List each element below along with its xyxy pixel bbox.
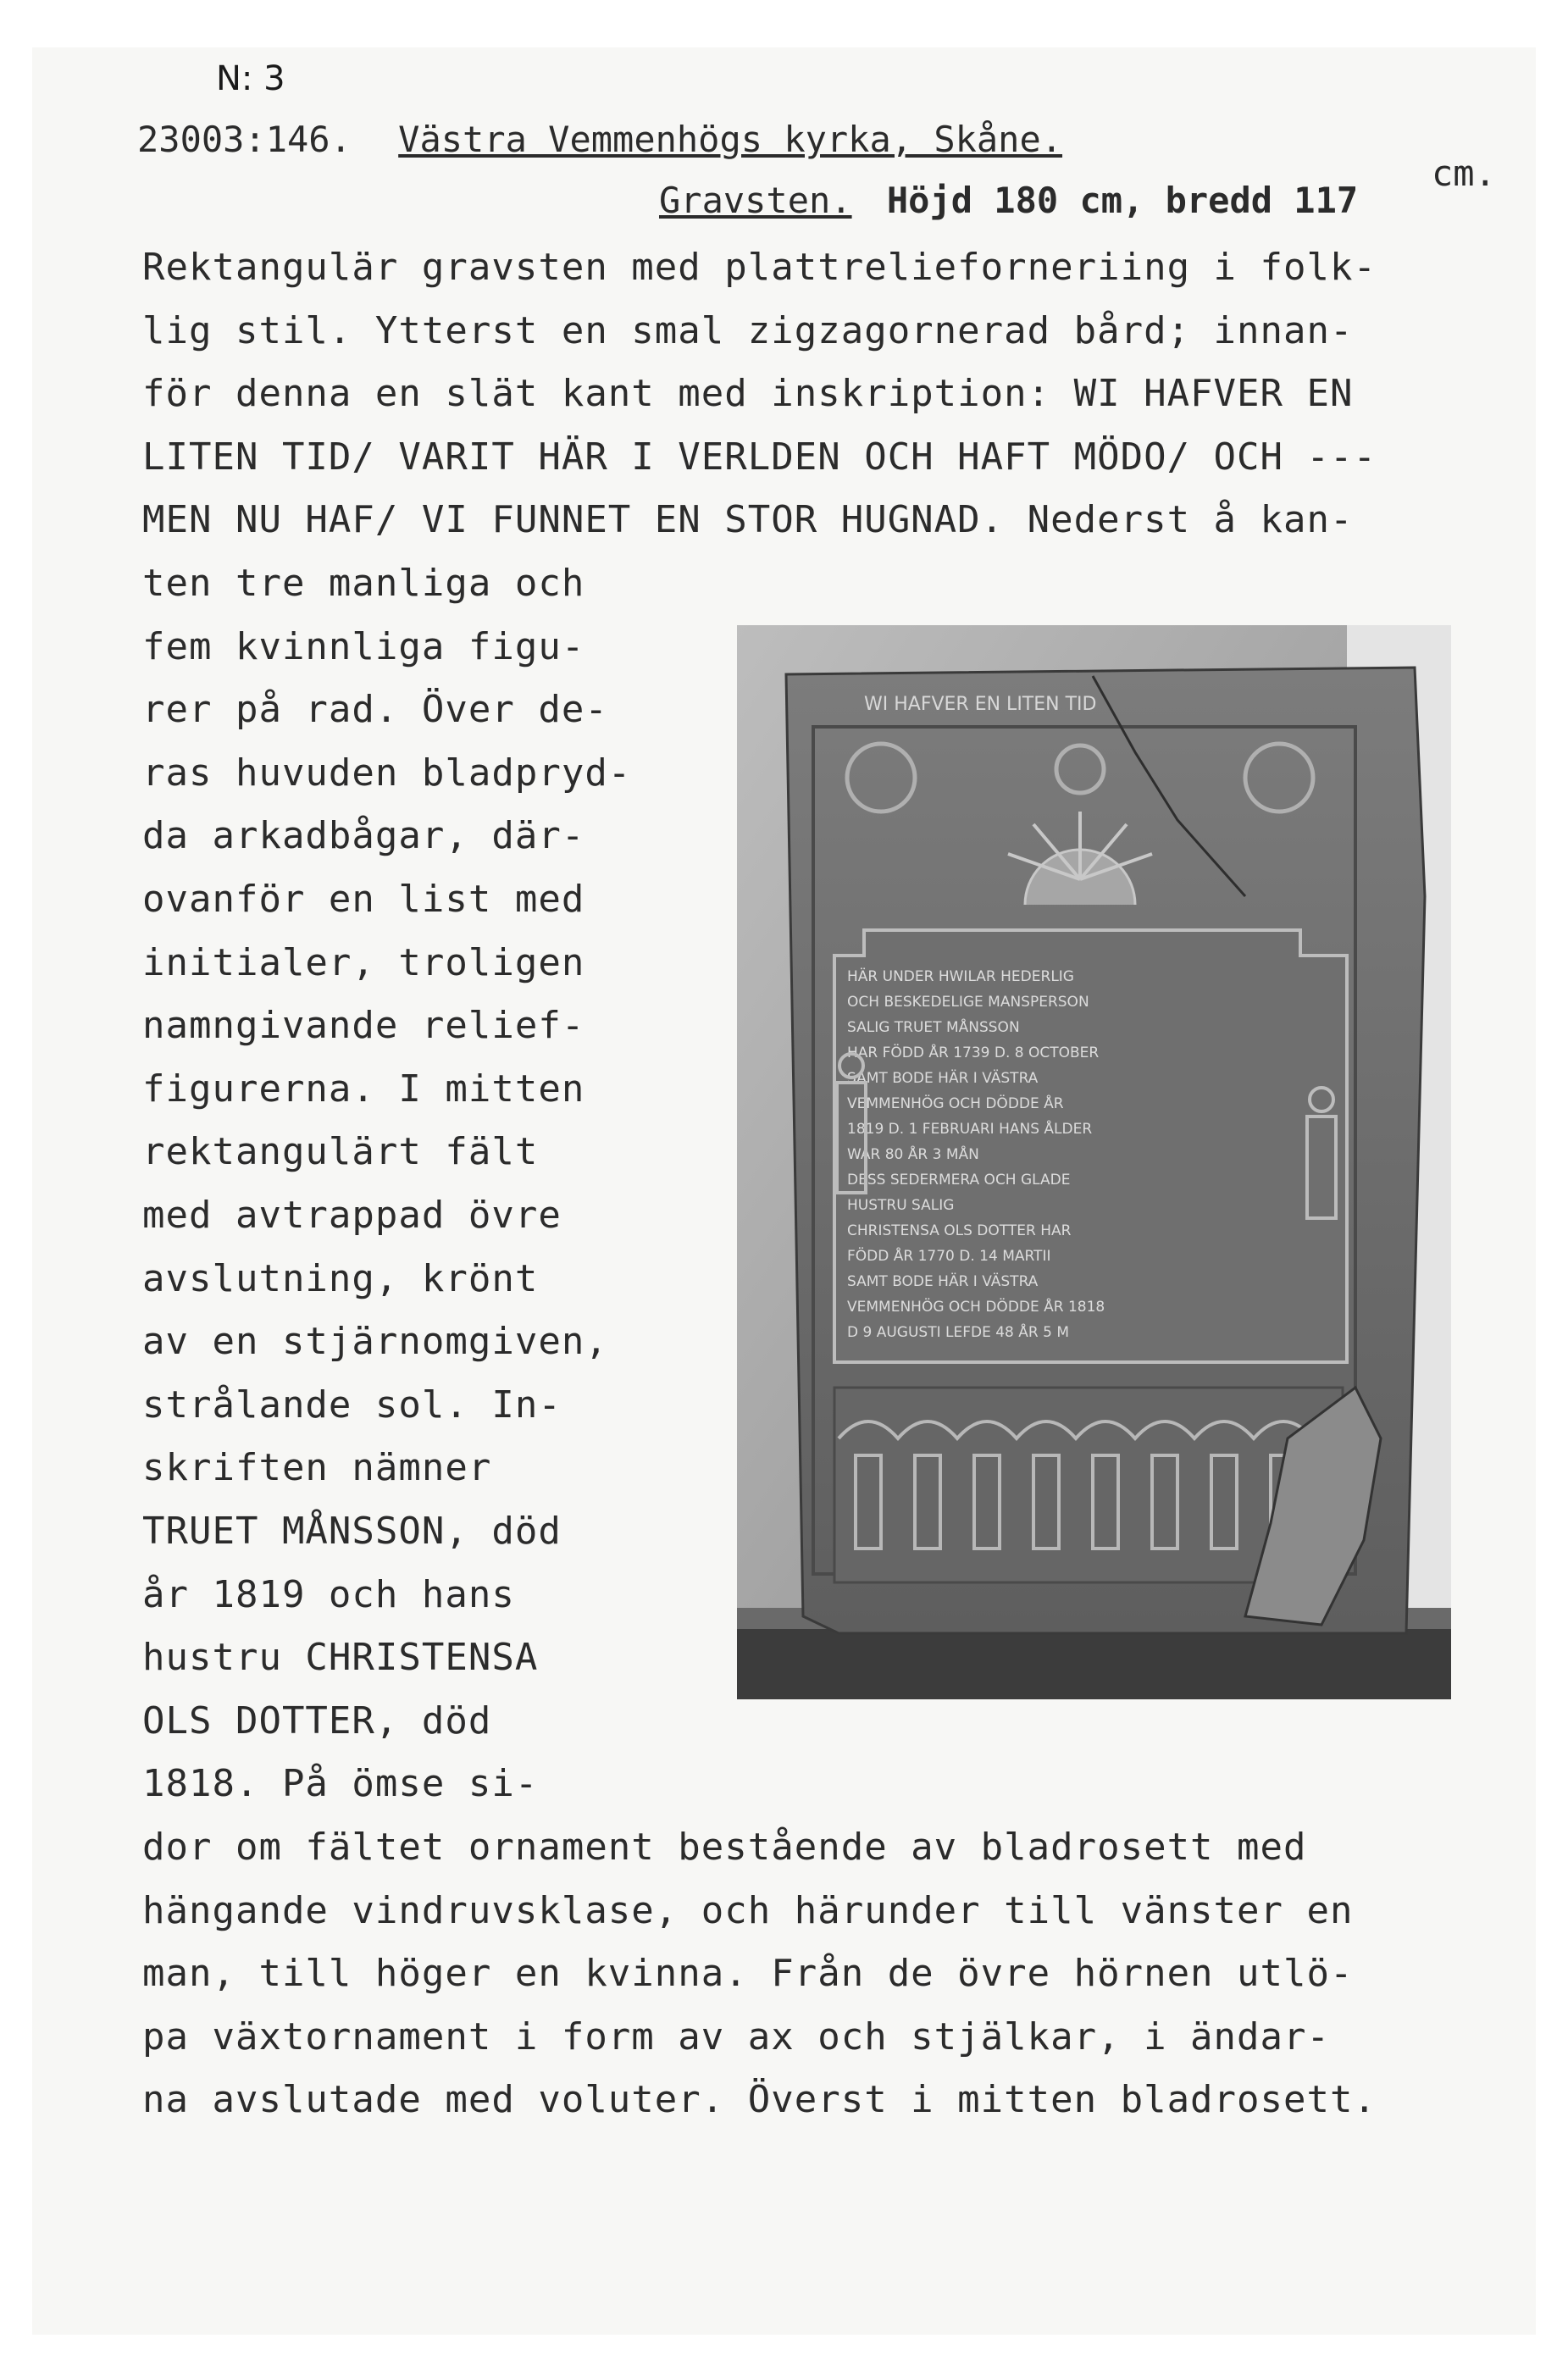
- description-line: na avslutade med voluter. Överst i mitten bladrosett.: [142, 2078, 1377, 2122]
- inscription-line: FÖDD ÅR 1770 D. 14 MARTII: [847, 1248, 1051, 1265]
- description-line: fem kvinnliga figu-: [142, 624, 585, 668]
- description-line: OLS DOTTER, död: [142, 1698, 492, 1743]
- dimensions: Höjd 180 cm, bredd 117: [886, 180, 1359, 221]
- ref-number: 23003:146.: [137, 119, 352, 160]
- description-line: man, till höger en kvinna. Från de övre hörnen utlö-: [142, 1952, 1354, 1996]
- description-line: dor om fältet ornament bestående av bladrosett med: [142, 1826, 1307, 1869]
- description-line: hustru CHRISTENSA: [142, 1636, 539, 1680]
- inscription-line: DESS SEDERMERA OCH GLADE: [847, 1172, 1071, 1189]
- description-line: ras huvuden bladpryd-: [142, 751, 632, 795]
- inscription-line: SAMT BODE HÄR I VÄSTRA: [847, 1273, 1039, 1290]
- border-inscription: WI HAFVER EN LITEN TID: [864, 694, 1097, 715]
- description-line: med avtrappad övre: [142, 1194, 562, 1237]
- inscription-line: VEMMENHÖG OCH DÖDDE ÅR: [847, 1095, 1064, 1112]
- gravestone-photo: [737, 625, 1451, 1699]
- inscription-line: HUSTRU SALIG: [847, 1197, 955, 1214]
- description-line: lig stil. Ytterst en smal zigzagornerad bård; innan-: [142, 308, 1354, 352]
- inscription-line: WAR 80 ÅR 3 MÅN: [847, 1146, 979, 1163]
- object-line: [659, 180, 1358, 221]
- description-line: för denna en slät kant med inskription: WI HAFVER EN: [142, 372, 1354, 416]
- description-line: initialer, troligen: [142, 940, 585, 984]
- inscription-line: CHRISTENSA OLS DOTTER HAR: [847, 1222, 1072, 1239]
- description-line: avslutning, krönt: [142, 1256, 539, 1300]
- description-line: ten tre manliga och: [142, 562, 585, 605]
- description-line: hängande vindruvsklase, och härunder till vänster en: [142, 1888, 1354, 1932]
- description-line: MEN NU HAF/ VI FUNNET EN STOR HUGNAD. Nederst å kan-: [142, 498, 1354, 542]
- unit-label: cm.: [1432, 152, 1496, 194]
- description-line: namngivande relief-: [142, 1004, 585, 1048]
- description-line: pa växtornament i form av ax och stjälkar, i ändar-: [142, 2014, 1331, 2059]
- inscription-line: VEMMENHÖG OCH DÖDDE ÅR 1818: [847, 1299, 1105, 1316]
- description-line: TRUET MÅNSSON, död: [142, 1510, 562, 1553]
- description-line: Rektangulär gravsten med plattrelieforneriing i folk-: [142, 246, 1377, 289]
- description-line: 1818. På ömse si-: [142, 1762, 539, 1806]
- inscription-line: HÄR UNDER HWILAR HEDERLIG: [847, 968, 1074, 985]
- gravestone-image: [737, 625, 1451, 1699]
- description-line: figurerna. I mitten: [142, 1067, 585, 1111]
- description-line: da arkadbågar, där-: [142, 814, 585, 858]
- description-line: rer på rad. Över de-: [142, 688, 608, 732]
- inscription-line: HAR FÖDD ÅR 1739 D. 8 OCTOBER: [847, 1045, 1100, 1061]
- description-line: år 1819 och hans: [142, 1572, 515, 1616]
- description-line: ovanför en list med: [142, 878, 585, 921]
- inscription-line: 1819 D. 1 FEBRUARI HANS ÅLDER: [847, 1121, 1093, 1138]
- description-line: av en stjärnomgiven,: [142, 1320, 608, 1364]
- description-line: skriften nämner: [142, 1446, 492, 1490]
- description-line: LITEN TID/ VARIT HÄR I VERLDEN OCH HAFT MÖDO/ OCH ---: [142, 435, 1377, 479]
- inscription-line: SALIG TRUET MÅNSSON: [847, 1019, 1020, 1036]
- reference-line: [137, 119, 1062, 160]
- inscription-line: OCH BESKEDELIGE MANSPERSON: [847, 994, 1089, 1011]
- inscription-line: D 9 AUGUSTI LEFDE 48 ÅR 5 M: [847, 1324, 1069, 1341]
- location: Västra Vemmenhögs kyrka, Skåne.: [398, 119, 1063, 160]
- description-line: rektangulärt fält: [142, 1130, 539, 1174]
- inscription-line: SAMT BODE HÄR I VÄSTRA: [847, 1070, 1039, 1087]
- description-line: strålande sol. In-: [142, 1383, 562, 1427]
- object-type: Gravsten.: [659, 180, 852, 221]
- handwritten-number: N: 3: [216, 59, 285, 98]
